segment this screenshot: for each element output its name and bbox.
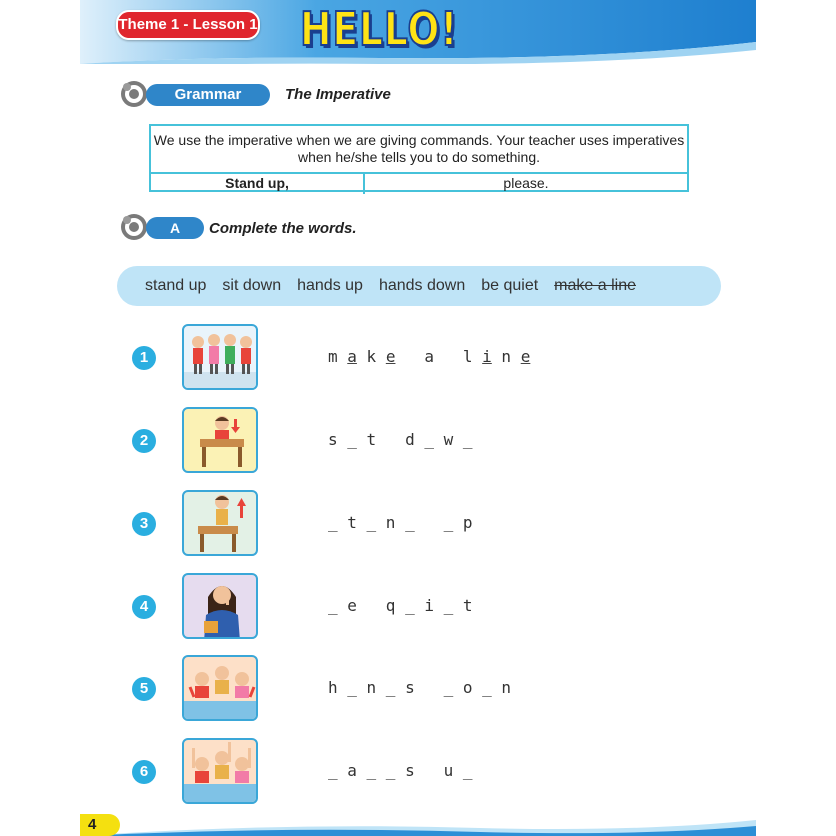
written-letter: e [385, 347, 396, 366]
item-answer-3: _ t _ n _ _ p [328, 513, 473, 532]
page-title: HELLO! [300, 2, 459, 56]
written-letter: e [520, 347, 531, 366]
word-bank [117, 266, 721, 306]
footer-wave [80, 812, 756, 836]
item-answer-1 [328, 347, 530, 371]
written-letter: i [482, 347, 492, 366]
children-in-line-picture [182, 324, 258, 390]
grammar-box [149, 124, 689, 192]
answer-text: m [328, 347, 348, 366]
boy-standing-at-desk-picture [182, 490, 258, 556]
children-hands-down-picture [182, 655, 258, 721]
answer-text: n [491, 347, 521, 366]
item-number-2: 2 [132, 429, 156, 453]
answer-text: k [356, 347, 386, 366]
example-left: Stand up, [151, 174, 365, 194]
children-hands-up-picture [182, 738, 258, 804]
example-right: please. [503, 175, 549, 191]
grammar-pill: Grammar [146, 84, 270, 106]
word-bank-item-struck: make a line [554, 277, 636, 294]
word-bank-item: hands down [378, 277, 466, 294]
word-bank-item: hands up [297, 277, 363, 294]
item-number-4: 4 [132, 595, 156, 619]
page-number: 4 [80, 814, 120, 836]
item-answer-2: s _ t d _ w _ [328, 430, 473, 449]
grammar-example-row [151, 172, 687, 194]
item-answer-6: _ a _ _ s u _ [328, 761, 473, 780]
item-number-6: 6 [132, 760, 156, 784]
word-bank-item: stand up [145, 277, 207, 294]
exercise-a-instruction: Complete the words. [209, 220, 357, 237]
item-answer-5: h _ n _ s _ o _ n [328, 678, 512, 697]
word-bank-item: sit down [222, 277, 282, 294]
item-number-5: 5 [132, 677, 156, 701]
item-answer-4: _ e q _ i _ t [328, 596, 473, 615]
grammar-title: The Imperative [285, 86, 391, 103]
grammar-explanation: We use the imperative when we are giving commands. Your teacher uses imperatives when he/she tells you to do something. [153, 132, 685, 165]
boy-sitting-at-desk-picture [182, 407, 258, 473]
item-number-1: 1 [132, 346, 156, 370]
exercise-a-pill: A [146, 217, 204, 239]
lesson-label: Theme 1 - Lesson 1 [116, 10, 260, 40]
written-letter: a [347, 347, 357, 366]
word-bank-item: be quiet [481, 277, 539, 294]
item-number-3: 3 [132, 512, 156, 536]
teacher-shh-picture [182, 573, 258, 639]
answer-text: a l [395, 347, 483, 366]
